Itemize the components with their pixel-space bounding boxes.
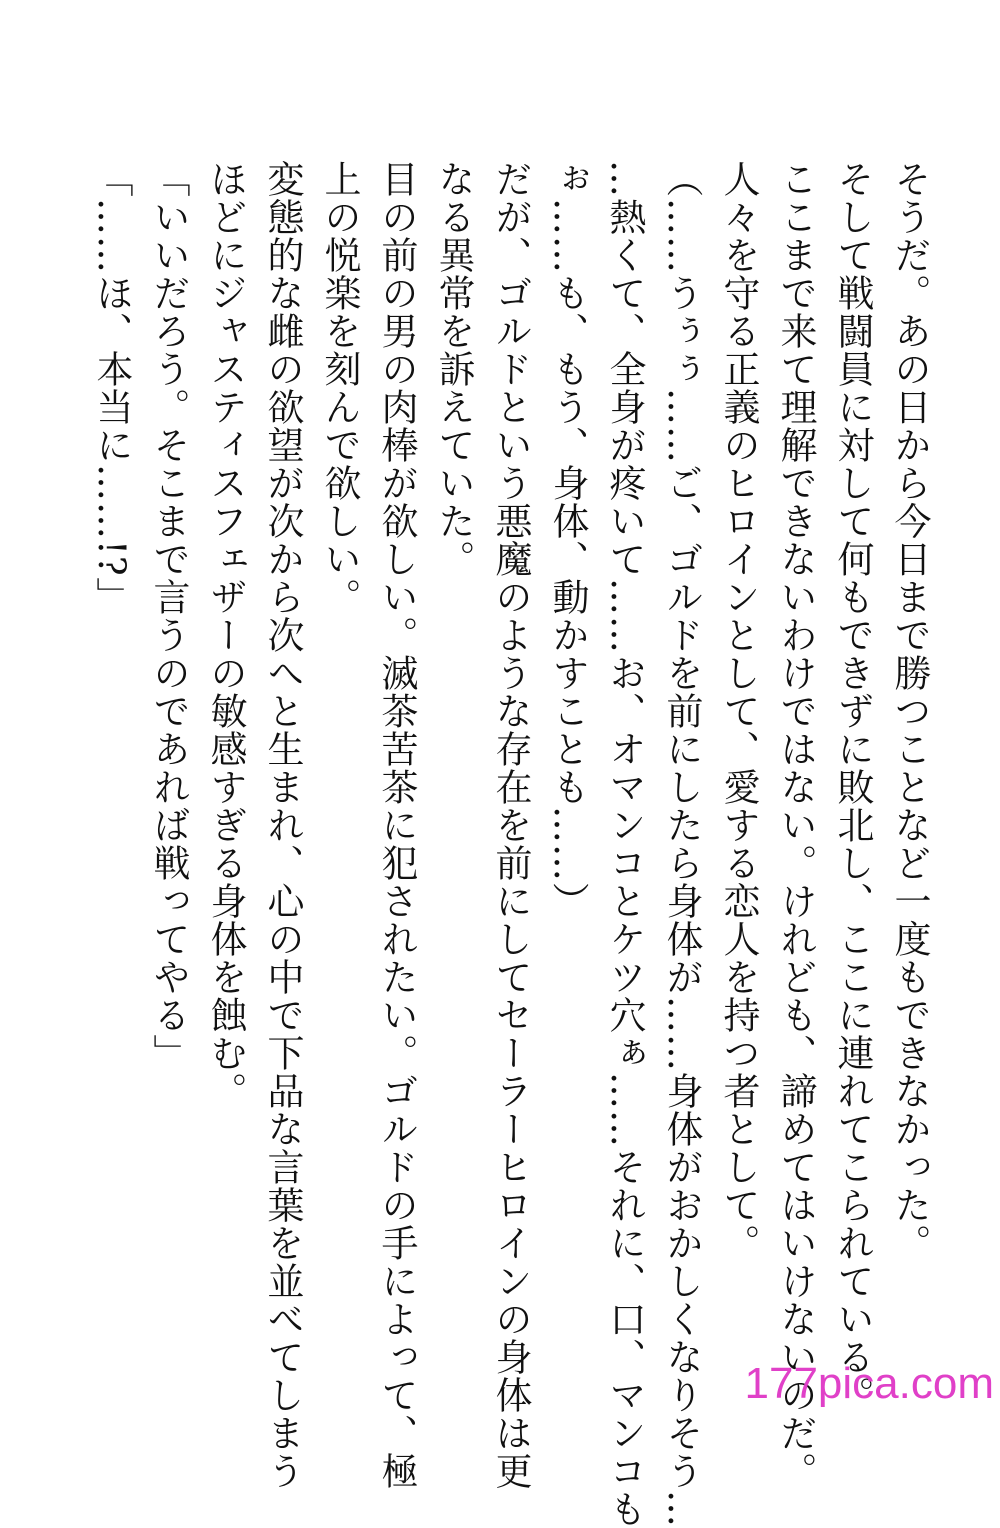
text-line: …熱くて、全身が疼いて……お、オマンコとケツ穴ぁ……それに、口、マンコも: [603, 160, 646, 1528]
text-line: 変態的な雌の欲望が次から次へと生まれ、心の中で下品な言葉を並べてしまう: [261, 160, 304, 1490]
text-line: ほどにジャスティスフェザーの敏感すぎる身体を蝕む。: [204, 160, 247, 1110]
watermark: 177pica.com: [744, 1359, 994, 1408]
text-line: 人々を守る正義のヒロインとして、愛する恋人を持つ者として。: [717, 160, 760, 1262]
text-line: （……うぅぅ……ご、ゴルドを前にしたら身体が……身体がおかしくなりそう…: [660, 160, 703, 1528]
text-line: だが、ゴルドという悪魔のような存在を前にしてセーラーヒロインの身体は更: [489, 160, 532, 1490]
text-line: ここまで来て理解できないわけではない。けれども、諦めてはいけないのだ。: [774, 160, 817, 1490]
text-line: 「……ほ、本当に……!?」: [90, 160, 133, 615]
text-line: そうだ。あの日から今日まで勝つことなど一度もできなかった。: [888, 160, 931, 1262]
text-line: 上の悦楽を刻んで欲しい。: [318, 160, 361, 616]
text-line: ぉ……も、もう、身体、動かすことも……）: [546, 160, 589, 920]
text-line: 「いいだろう。そこまで言うのであれば戦ってやる」: [147, 160, 190, 1072]
text-line: そして戦闘員に対して何もできずに敗北し、ここに連れてこられている。: [831, 160, 874, 1414]
text-line: なる異常を訴えていた。: [432, 160, 475, 578]
text-line: 目の前の男の肉棒が欲しい。滅茶苦茶に犯されたい。ゴルドの手によって、極: [375, 160, 418, 1490]
